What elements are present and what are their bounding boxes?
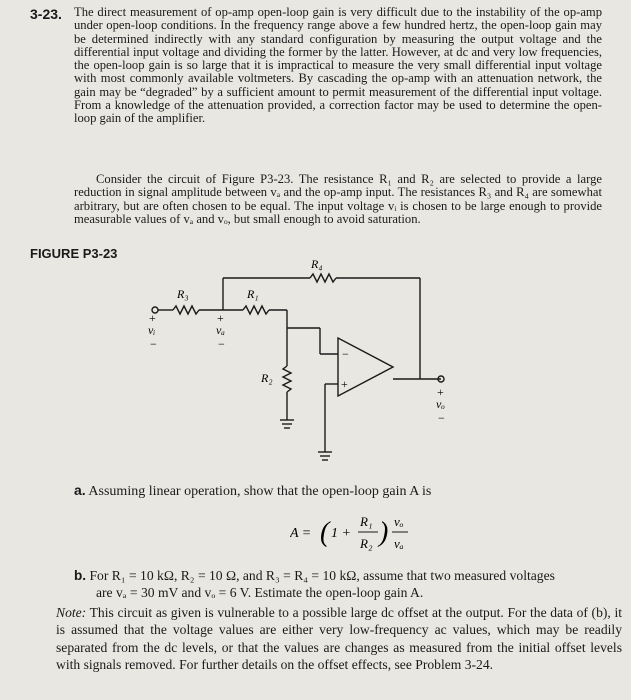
- r2-resistor: [283, 366, 291, 392]
- problem-intro-paragraph: The direct measurement of op-amp open-loop gain is very difficult due to the instability of the op-amp under open-loop conditions. In the frequency range above a few hundred hertz, the open-loop gain may be determined indirectly with any standard configuration by measuring the output voltage and the differential input voltage and dividing the former by the latter. However, at dc and very low frequencies, the open-loop gain is so large that it is impractical to measure the very small differential input voltage with most commonly available voltmeters. By cascading the op-amp with an attenuation network, the gain may be “degraded” by a sufficient amount to permit measurement of the differential input voltage. From a knowledge of the attenuation provided, a correction factor may be used to determine the open-loop gain of the amplifier.: [74, 5, 602, 126]
- eq-one-plus: 1 +: [331, 526, 351, 541]
- eq-paren-open: (: [320, 517, 330, 548]
- part-a-text: Assuming linear operation, show that the open-loop gain A is: [88, 484, 432, 499]
- opamp-minus: −: [342, 347, 349, 361]
- r1-label: R₁: [247, 287, 259, 301]
- r3-label: R₃: [177, 287, 189, 301]
- vo-minus: −: [438, 411, 445, 425]
- part-a-label: a.: [74, 482, 86, 498]
- part-b: [74, 567, 614, 601]
- eq-lhs: A =: [290, 526, 312, 541]
- figure-label: FIGURE P3-23: [30, 246, 118, 261]
- r4-label: R₄: [311, 257, 323, 271]
- va-minus: −: [218, 337, 225, 351]
- r1-resistor: [243, 306, 269, 314]
- note-paragraph: [56, 604, 622, 674]
- problem-consider-paragraph: Consider the circuit of Figure P3-23. The resistance R₁ and R₂ are selected to provide a large reduction in signal amplitude between vₐ and the op-amp input. The resistances R₃ and R₄ are somewhat arbitrary, but are often chosen to be equal. The input voltage vᵢ is chosen to be large enough to provide measurable values of vₐ and vₒ, but small enough to avoid saturation.: [74, 172, 602, 226]
- vo-plus: +: [437, 385, 444, 399]
- eq-r1: R₁: [360, 514, 373, 529]
- va-plus: +: [217, 311, 224, 325]
- eq-va: vₐ: [394, 536, 404, 551]
- note-text: This circuit as given is vulnerable to a possible large dc offset at the output. For the data of (b), it is assumed that the voltage values are either very low-frequency ac values, which may be readily separated from the dc levels, or that the values are changes as measured from the initial offset levels with signals removed. For further details on the offset effects, see Problem 3-24.: [56, 605, 622, 673]
- r3-resistor: [173, 306, 199, 314]
- va-label: vₐ: [216, 323, 225, 337]
- vi-label: vᵢ: [148, 323, 156, 337]
- gain-equation: [290, 508, 430, 558]
- vo-label: vₒ: [436, 397, 445, 411]
- part-b-line1: For R₁ = 10 kΩ, R₂ = 10 Ω, and R₃ = R₄ = 10 kΩ, assume that two measured voltages: [89, 568, 555, 583]
- vi-minus: −: [150, 337, 157, 351]
- opamp-plus: +: [341, 377, 348, 391]
- problem-number: 3-23.: [30, 6, 62, 22]
- eq-r2: R₂: [360, 536, 373, 551]
- part-b-line2: are vₐ = 30 mV and vₒ = 6 V. Estimate the open-loop gain A.: [96, 585, 424, 600]
- eq-vo: vₒ: [394, 514, 404, 529]
- part-a: [74, 482, 431, 500]
- circuit-diagram: [125, 254, 505, 479]
- note-label: Note:: [56, 605, 87, 620]
- r2-label: R₂: [261, 371, 273, 385]
- eq-paren-close: ): [379, 517, 389, 548]
- part-b-label: b.: [74, 568, 87, 583]
- vi-plus: +: [149, 311, 156, 325]
- r4-resistor: [310, 274, 336, 282]
